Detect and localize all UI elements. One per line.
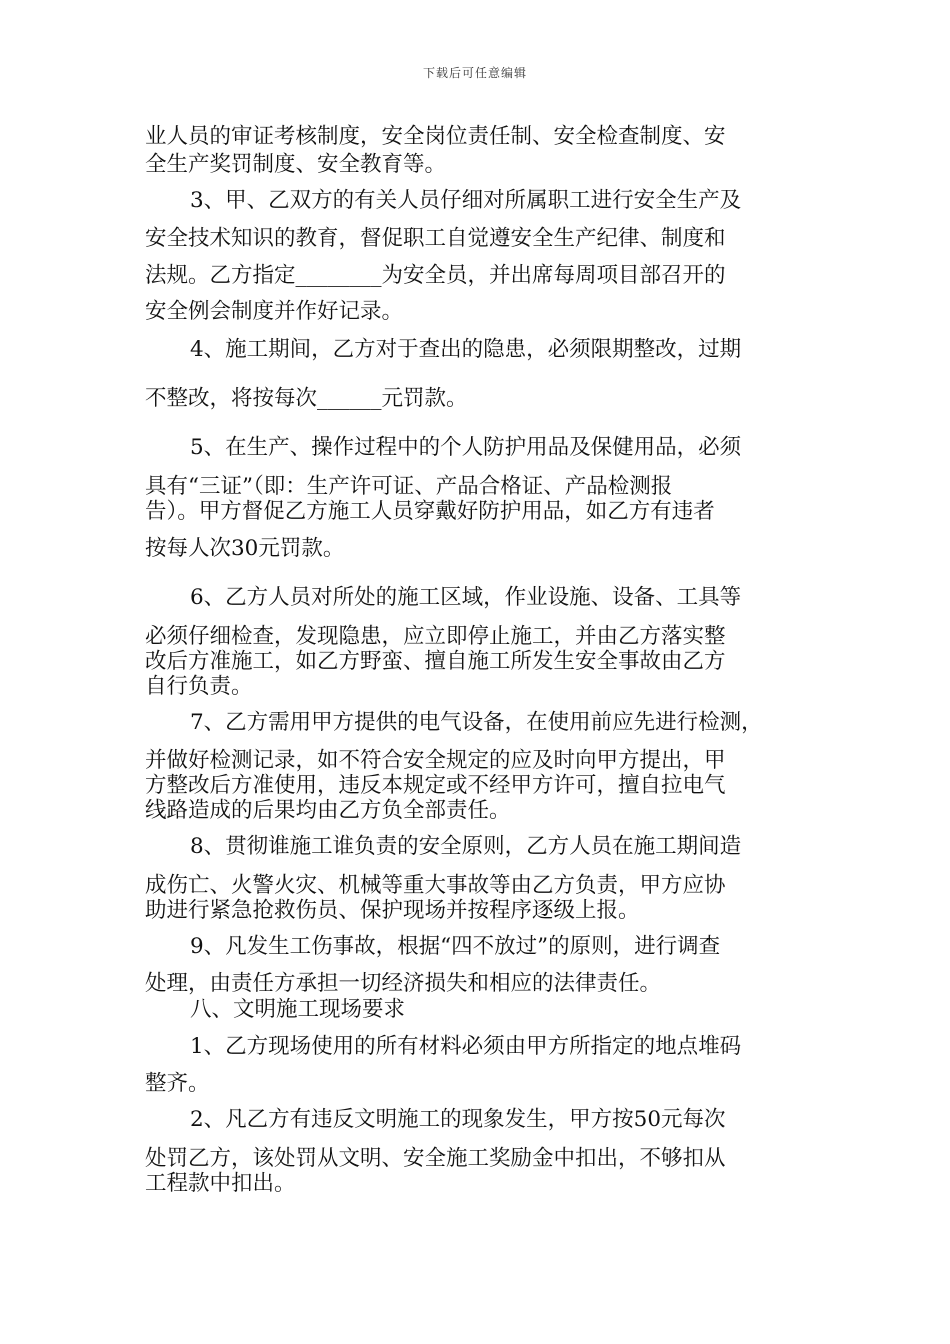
text-line: 并做好检测记录，如不符合安全规定的应及时向甲方提出，甲 bbox=[145, 748, 726, 773]
text-line: 改后方准施工，如乙方野蛮、擅自施工所发生安全事故由乙方 bbox=[145, 649, 726, 674]
text-line: 线路造成的后果均由乙方负全部责任。 bbox=[145, 798, 511, 823]
text-line: 全生产奖罚制度、安全教育等。 bbox=[145, 152, 447, 177]
text-line: 8、贯彻谁施工谁负责的安全原则，乙方人员在施工期间造 bbox=[190, 834, 742, 859]
text-line: 必须仔细检查，发现隐患，应立即停止施工，并由乙方落实整 bbox=[145, 624, 726, 649]
text-line: 按每人次30元罚款。 bbox=[145, 536, 345, 561]
section-heading: 八、文明施工现场要求 bbox=[190, 997, 406, 1022]
text-line: 7、乙方需用甲方提供的电气设备，在使用前应先进行检测， bbox=[190, 710, 763, 735]
text-line: 处理，由责任方承担一切经济损失和相应的法律责任。 bbox=[145, 971, 662, 996]
text-line: 工程款中扣出。 bbox=[145, 1171, 296, 1196]
text-line: 具有“三证”（即：生产许可证、产品合格证、产品检测报 bbox=[145, 474, 673, 499]
text-line: 4、施工期间，乙方对于查出的隐患，必须限期整改，过期 bbox=[190, 337, 742, 362]
text-line: 不整改，将按每次______元罚款。 bbox=[145, 386, 468, 411]
text-line: 9、凡发生工伤事故，根据“四不放过”的原则，进行调查 bbox=[190, 934, 721, 959]
text-line: 安全技术知识的教育，督促职工自觉遵安全生产纪律、制度和 bbox=[145, 226, 726, 251]
text-line: 成伤亡、火警火灾、机械等重大事故等由乙方负责，甲方应协 bbox=[145, 873, 726, 898]
text-line: 处罚乙方，该处罚从文明、安全施工奖励金中扣出，不够扣从 bbox=[145, 1146, 726, 1171]
text-line: 告）。甲方督促乙方施工人员穿戴好防护用品，如乙方有违者 bbox=[145, 499, 715, 524]
text-line: 自行负责。 bbox=[145, 674, 253, 699]
page-header: 下载后可任意编辑 bbox=[422, 66, 527, 80]
text-line: 6、乙方人员对所处的施工区域，作业设施、设备、工具等 bbox=[190, 585, 742, 610]
text-line: 整齐。 bbox=[145, 1071, 210, 1096]
text-line: 安全例会制度并作好记录。 bbox=[145, 299, 404, 324]
text-line: 助进行紧急抢救伤员、保护现场并按程序逐级上报。 bbox=[145, 898, 640, 923]
text-line: 3、甲、乙双方的有关人员仔细对所属职工进行安全生产及 bbox=[190, 188, 742, 213]
text-line: 2、凡乙方有违反文明施工的现象发生，甲方按50元每次 bbox=[190, 1107, 726, 1132]
text-line: 方整改后方准使用，违反本规定或不经甲方许可，擅自拉电气 bbox=[145, 773, 726, 798]
text-line: 业人员的审证考核制度，安全岗位责任制、安全检查制度、安 bbox=[145, 124, 726, 149]
text-line: 法规。乙方指定________为安全员，并出席每周项目部召开的 bbox=[145, 263, 726, 288]
text-line: 5、在生产、操作过程中的个人防护用品及保健用品，必须 bbox=[190, 435, 742, 460]
text-line: 1、乙方现场使用的所有材料必须由甲方所指定的地点堆码 bbox=[190, 1034, 742, 1059]
